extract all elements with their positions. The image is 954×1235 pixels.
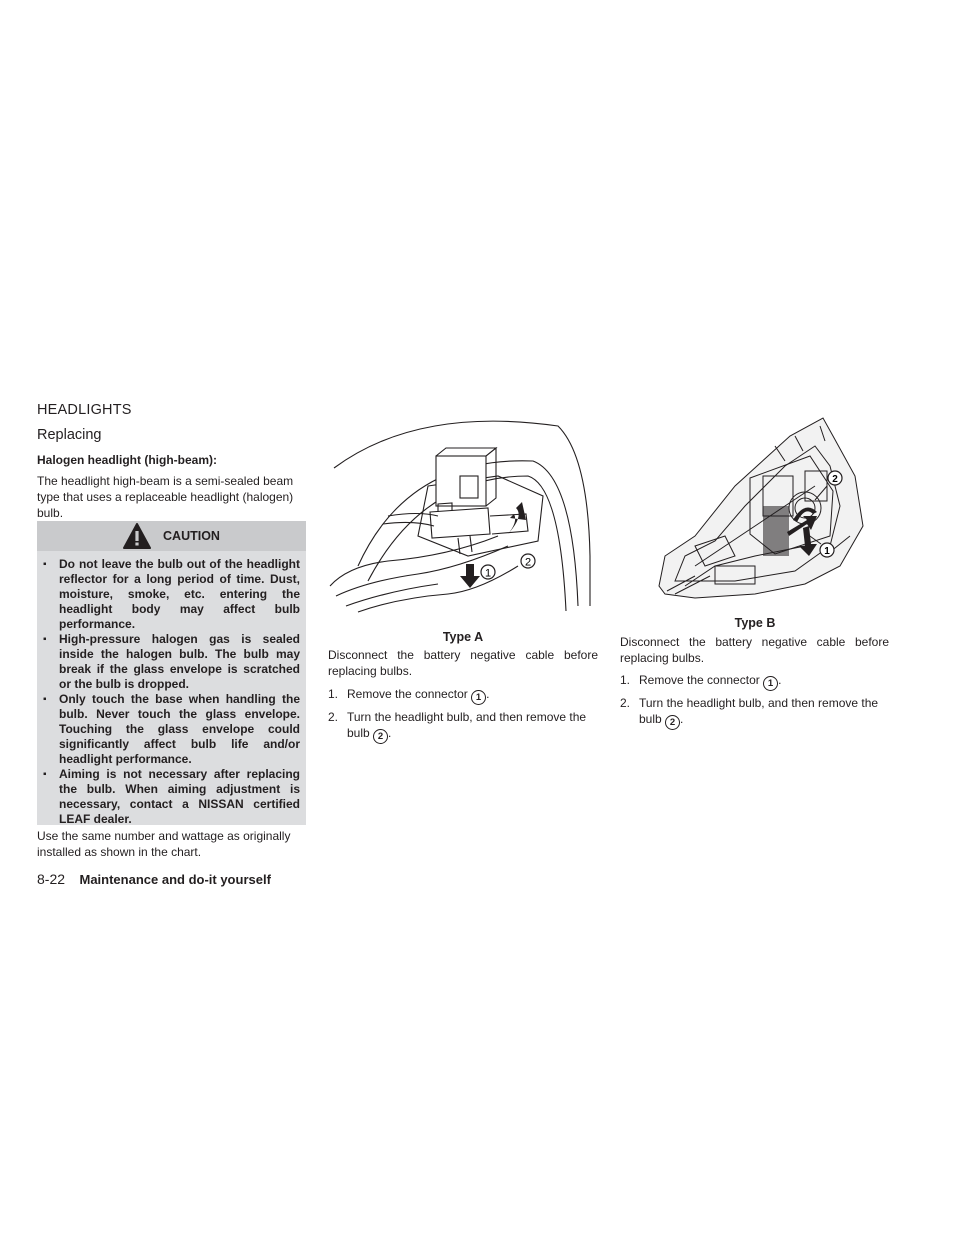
figure-type-a [328,416,598,616]
figure-a-marker-1: 1 [484,567,492,580]
type-b-steps [620,672,890,734]
caution-header [37,521,306,551]
figure-b-marker-2: 2 [832,474,838,485]
caption-type-a: Type A [442,630,484,644]
step-number: 2. [328,710,339,724]
step-text-end: . [680,712,684,726]
page-number: 8-22 [37,871,66,887]
step-item [620,672,890,691]
caution-label: CAUTION [163,529,220,543]
section-title: HEADLIGHTS [37,402,132,418]
callout-marker: 2 [373,729,388,744]
step-item [620,695,890,730]
step-number: 1. [620,673,631,687]
step-text: Remove the connector [347,687,468,701]
callout-marker: 2 [665,715,680,730]
subheading: Halogen headlight (high-beam): [37,453,217,467]
footer-title: Maintenance and do-it yourself [79,872,271,887]
step-text-end: . [388,726,392,740]
warning-triangle-icon [123,523,151,549]
step-number: 1. [328,687,339,701]
type-b-intro: Disconnect the battery negative cable before replacing bulbs. [620,635,889,665]
type-a-steps [328,686,598,748]
callout-marker: 1 [471,690,486,705]
step-text: Turn the headlight bulb, and then remove the bulb [347,710,587,740]
step-text: Turn the headlight bulb, and then remove the bulb [639,696,879,726]
type-a-intro: Disconnect the battery negative cable before replacing bulbs. [328,648,598,678]
step-item [328,686,598,705]
caution-item: ▪ Only touch the base when handling the bulb. Never touch the glass envelope. Touching the glass envelope could significantly affect bulb life and/or headlight performance. [59,692,300,767]
step-number: 2. [620,696,631,710]
step-text-end: . [486,687,490,701]
caution-box [37,521,306,825]
caution-item: ▪ Do not leave the bulb out of the headlight reflector for a long period of time. Dust, moisture, smoke, etc. entering the headlight body may affect bulb performance. [59,557,300,632]
after-caution-paragraph: Use the same number and wattage as originally installed as shown in the chart. [37,829,291,859]
caution-list [37,551,306,833]
step-text: Remove the connector [639,673,760,687]
step-text-end: . [778,673,782,687]
figure-b-marker-1: 1 [824,546,830,557]
caption-type-b: Type B [734,616,776,630]
section-subtitle: Replacing [37,427,102,443]
callout-marker: 1 [763,676,778,691]
page-footer [37,871,271,889]
caution-item: ▪ High-pressure halogen gas is sealed inside the halogen bulb. The bulb may break if the glass envelope is scratched or the bulb is dropped. [59,632,300,692]
caution-item: ▪ Aiming is not necessary after replacing the bulb. When aiming adjustment is necessary, contact a NISSAN certified LEAF dealer. [59,767,300,827]
figure-a-marker-2: 2 [524,556,532,569]
step-item [328,709,598,744]
figure-type-b [655,416,865,606]
intro-paragraph: The headlight high-beam is a semi-sealed beam type that uses a replaceable headlight (halogen) bulb. [37,474,294,520]
